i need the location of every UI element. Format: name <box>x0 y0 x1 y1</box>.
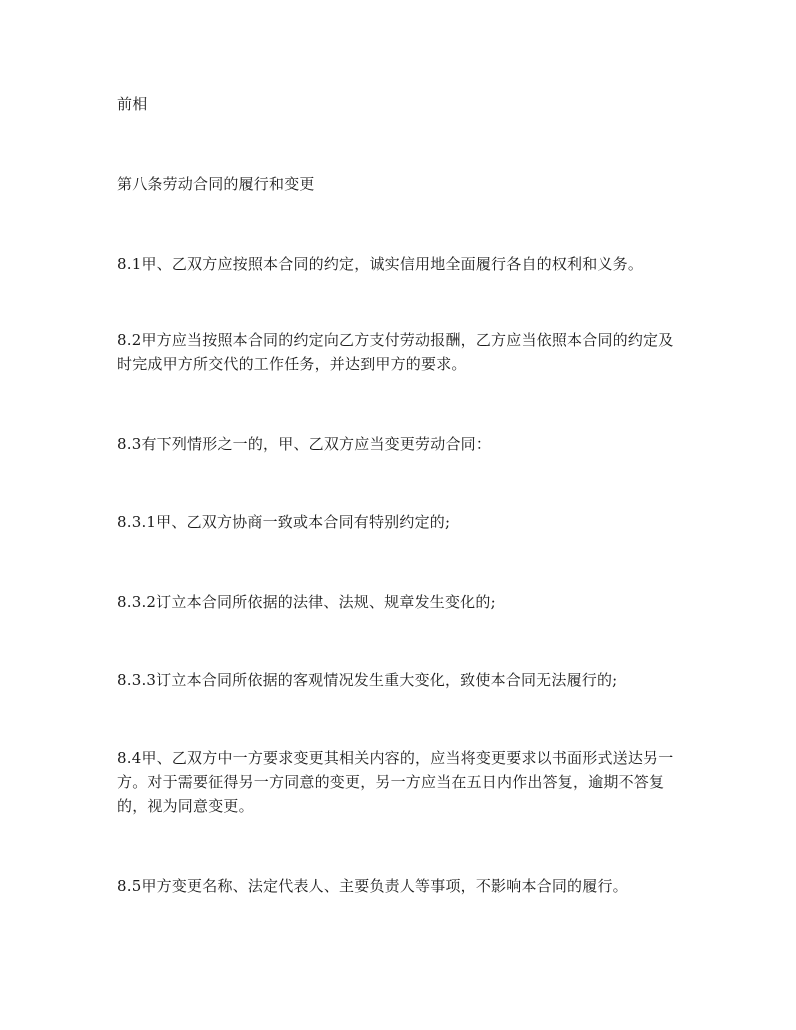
clause-8-2: 8.2甲方应当按照本合同的约定向乙方支付劳动报酬，乙方应当依照本合同的约定及时完成甲方所交代的工作任务，并达到甲方的要求。 <box>117 331 674 373</box>
clause-8-3: 8.3有下列情形之一的，甲、乙双方应当变更劳动合同： <box>117 435 492 453</box>
article-title: 第八条劳动合同的履行和变更 <box>117 175 315 193</box>
clause-8-3-1: 8.3.1甲、乙双方协商一致或本合同有特别约定的; <box>117 513 451 531</box>
page-header: 前相 <box>117 95 148 113</box>
clause-8-3-3: 8.3.3订立本合同所依据的客观情况发生重大变化，致使本合同无法履行的; <box>117 671 618 689</box>
clause-8-5: 8.5甲方变更名称、法定代表人、主要负责人等事项，不影响本合同的履行。 <box>117 877 628 895</box>
clause-8-3-2: 8.3.2订立本合同所依据的法律、法规、规章发生变化的; <box>117 593 496 611</box>
clause-8-4: 8.4甲、乙双方中一方要求变更其相关内容的，应当将变更要求以书面形式送达另一方。对于需要征得另一方同意的变更，另一方应当在五日内作出答复，逾期不答复的，视为同意变更。 <box>117 749 674 815</box>
clause-8-1: 8.1甲、乙双方应按照本合同的约定，诚实信用地全面履行各自的权利和义务。 <box>117 255 644 273</box>
